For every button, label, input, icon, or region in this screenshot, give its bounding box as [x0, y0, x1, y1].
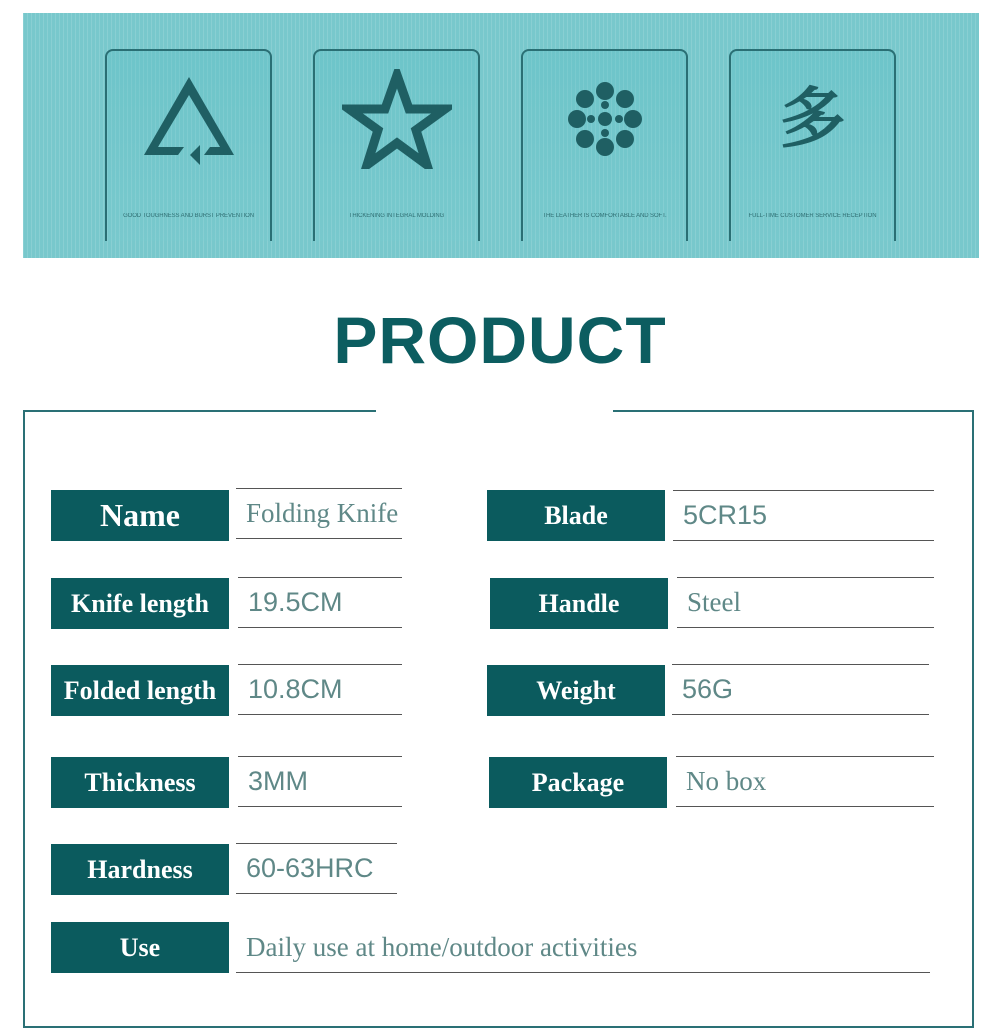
feature-card-service	[729, 49, 896, 241]
spec-label-blade: Blade	[487, 490, 665, 541]
spec-value-knife-length: 19.5CM	[238, 577, 402, 628]
frame-line	[613, 410, 974, 412]
spec-value-blade: 5CR15	[673, 490, 934, 541]
feature-card-leather	[521, 49, 688, 241]
spec-label-hardness: Hardness	[51, 844, 229, 895]
spec-label-folded-length: Folded length	[51, 665, 229, 716]
feature-banner	[23, 13, 979, 258]
spec-value-hardness: 60-63HRC	[236, 843, 397, 894]
frame-line	[23, 410, 376, 412]
feature-card-toughness	[105, 49, 272, 241]
frame-line	[23, 412, 25, 1028]
page-title: PRODUCT	[333, 303, 667, 377]
frame-line	[23, 1026, 974, 1028]
feature-text: THICKENING INTEGRAL MOLDING	[348, 213, 445, 219]
flower-icon	[523, 69, 686, 169]
star-icon	[315, 69, 478, 169]
spec-value-weight: 56G	[672, 664, 929, 715]
duo-character-icon	[731, 69, 894, 169]
spec-value-handle: Steel	[677, 577, 934, 628]
spec-label-weight: Weight	[487, 665, 665, 716]
spec-value-name: Folding Knife	[236, 488, 402, 539]
duo-character-glyph: 多	[779, 80, 846, 157]
spec-label-handle: Handle	[490, 578, 668, 629]
spec-value-package: No box	[676, 756, 934, 807]
frame-line	[972, 412, 974, 1028]
feature-card-molding	[313, 49, 480, 241]
spec-label-knife-length: Knife length	[51, 578, 229, 629]
spec-label-use: Use	[51, 922, 229, 973]
triangle-recycle-icon	[107, 69, 270, 169]
spec-label-package: Package	[489, 757, 667, 808]
spec-value-folded-length: 10.8CM	[238, 664, 402, 715]
feature-text: FULL-TIME CUSTOMER SERVICE RECEPTION	[748, 213, 877, 219]
spec-value-use: Daily use at home/outdoor activities	[236, 922, 930, 973]
spec-label-name: Name	[51, 490, 229, 541]
spec-label-thickness: Thickness	[51, 757, 229, 808]
spec-value-thickness: 3MM	[238, 756, 402, 807]
feature-text: GOOD TOUGHNESS AND BURST PREVENTION	[123, 213, 254, 219]
feature-text: THE LEATHER IS COMFORTABLE AND SOFT.	[542, 213, 667, 219]
